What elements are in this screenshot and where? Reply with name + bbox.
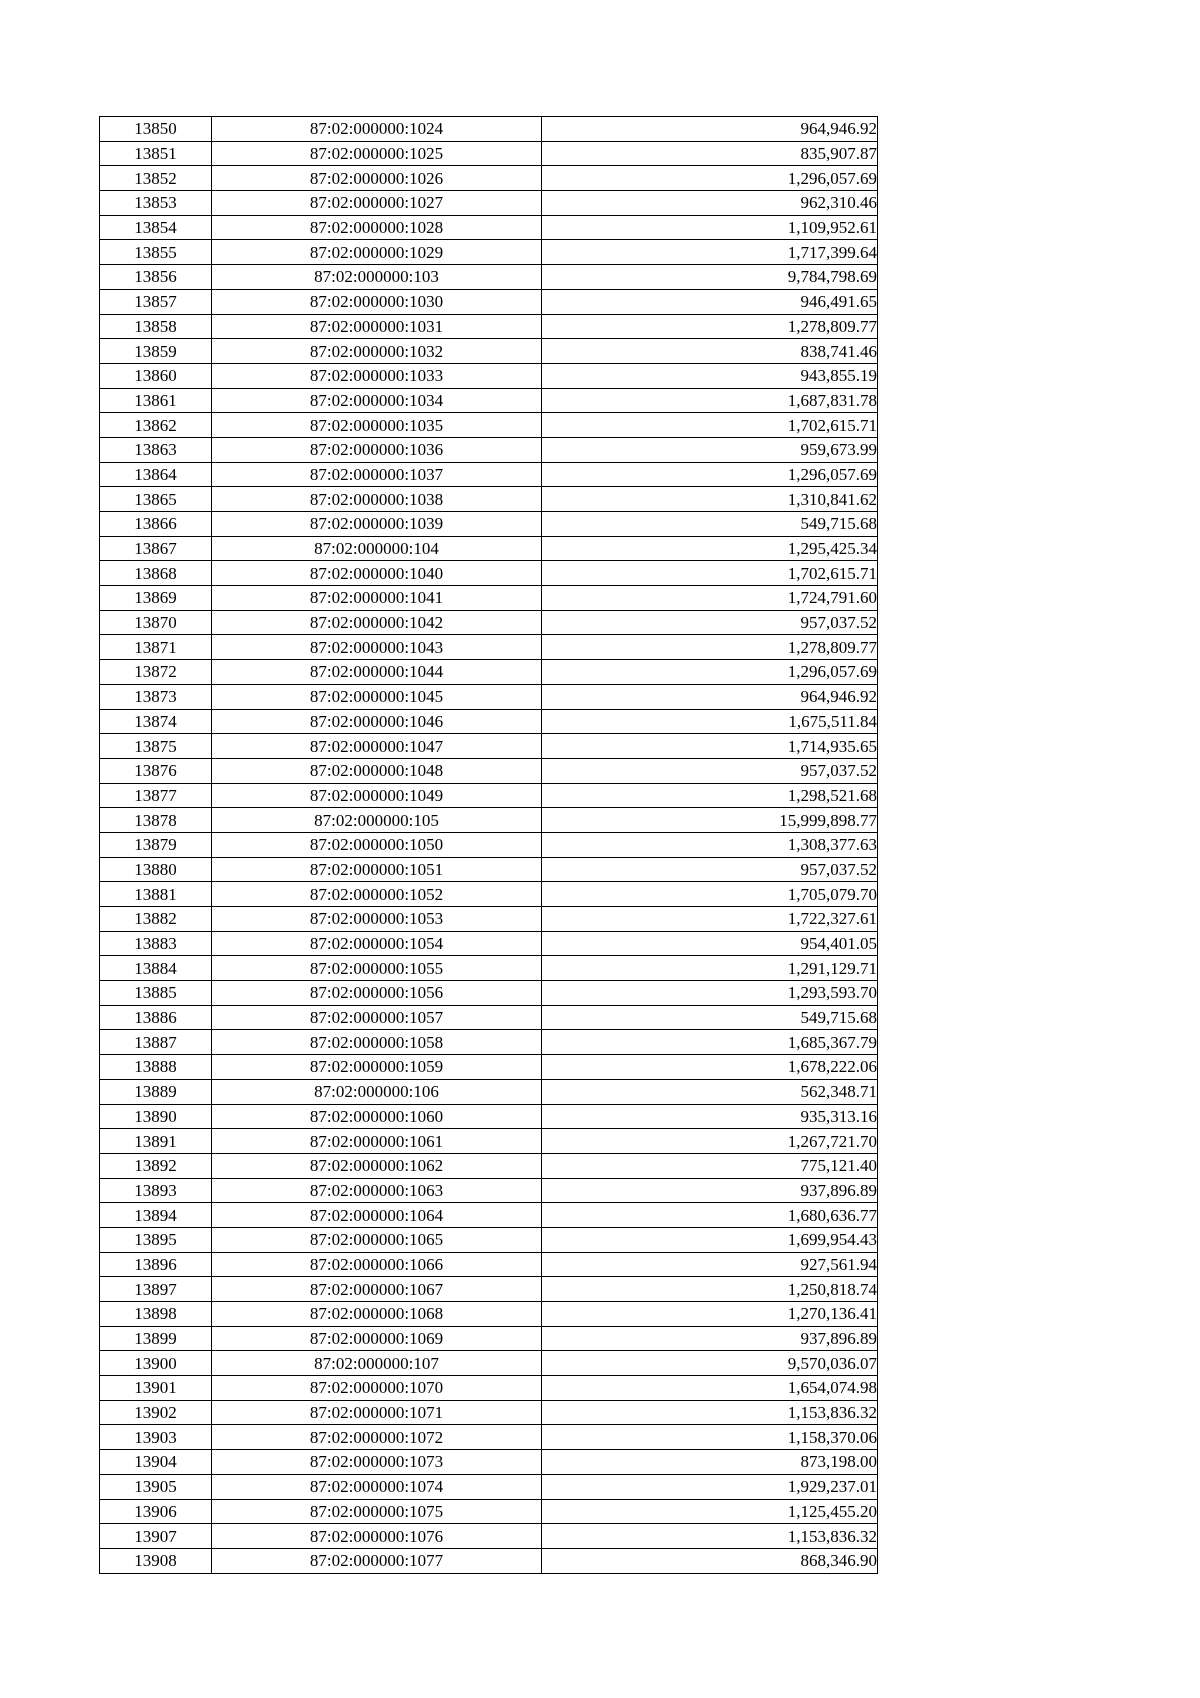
cadastral-number-cell: 87:02:000000:1044 [212, 660, 542, 685]
cadastral-number-cell: 87:02:000000:1053 [212, 907, 542, 932]
cadastral-number-cell: 87:02:000000:1045 [212, 684, 542, 709]
cadastral-number-cell: 87:02:000000:1027 [212, 191, 542, 216]
table-row [100, 907, 878, 932]
cadastral-number-cell: 87:02:000000:1065 [212, 1227, 542, 1252]
row-number-cell: 13889 [100, 1079, 212, 1104]
value-cell: 964,946.92 [542, 684, 878, 709]
value-cell: 1,295,425.34 [542, 536, 878, 561]
cadastral-number-cell: 87:02:000000:1059 [212, 1055, 542, 1080]
value-cell: 1,298,521.68 [542, 783, 878, 808]
value-cell: 1,680,636.77 [542, 1203, 878, 1228]
value-cell: 935,313.16 [542, 1104, 878, 1129]
value-cell: 957,037.52 [542, 610, 878, 635]
row-number-cell: 13887 [100, 1030, 212, 1055]
table-row [100, 240, 878, 265]
table-row [100, 1302, 878, 1327]
table-row [100, 956, 878, 981]
cadastral-number-cell: 87:02:000000:1039 [212, 512, 542, 537]
value-cell: 1,310,841.62 [542, 487, 878, 512]
cadastral-number-cell: 87:02:000000:1073 [212, 1450, 542, 1475]
table-row [100, 1153, 878, 1178]
value-cell: 962,310.46 [542, 191, 878, 216]
table-row [100, 1474, 878, 1499]
value-cell: 1,153,836.32 [542, 1524, 878, 1549]
row-number-cell: 13855 [100, 240, 212, 265]
row-number-cell: 13905 [100, 1474, 212, 1499]
row-number-cell: 13904 [100, 1450, 212, 1475]
value-cell: 835,907.87 [542, 141, 878, 166]
row-number-cell: 13908 [100, 1548, 212, 1573]
table-row [100, 1005, 878, 1030]
table-row [100, 882, 878, 907]
value-cell: 1,722,327.61 [542, 907, 878, 932]
table-row [100, 215, 878, 240]
table-row [100, 684, 878, 709]
row-number-cell: 13865 [100, 487, 212, 512]
value-cell: 1,699,954.43 [542, 1227, 878, 1252]
cadastral-number-cell: 87:02:000000:1036 [212, 437, 542, 462]
row-number-cell: 13861 [100, 388, 212, 413]
table-row [100, 561, 878, 586]
value-cell: 946,491.65 [542, 289, 878, 314]
cadastral-number-cell: 87:02:000000:1068 [212, 1302, 542, 1327]
row-number-cell: 13881 [100, 882, 212, 907]
table-row [100, 1030, 878, 1055]
cadastral-number-cell: 87:02:000000:1076 [212, 1524, 542, 1549]
value-cell: 1,296,057.69 [542, 660, 878, 685]
value-cell: 1,153,836.32 [542, 1400, 878, 1425]
value-cell: 1,296,057.69 [542, 462, 878, 487]
cadastral-number-cell: 87:02:000000:103 [212, 265, 542, 290]
value-cell: 1,291,129.71 [542, 956, 878, 981]
cadastral-number-cell: 87:02:000000:1061 [212, 1129, 542, 1154]
table-row [100, 265, 878, 290]
row-number-cell: 13859 [100, 339, 212, 364]
row-number-cell: 13899 [100, 1326, 212, 1351]
row-number-cell: 13877 [100, 783, 212, 808]
row-number-cell: 13868 [100, 561, 212, 586]
table-row [100, 1326, 878, 1351]
row-number-cell: 13854 [100, 215, 212, 240]
cadastral-number-cell: 87:02:000000:1058 [212, 1030, 542, 1055]
cadastral-number-cell: 87:02:000000:1031 [212, 314, 542, 339]
table-body [100, 117, 878, 1574]
value-cell: 959,673.99 [542, 437, 878, 462]
table-row [100, 857, 878, 882]
table-row [100, 536, 878, 561]
table-row [100, 141, 878, 166]
value-cell: 957,037.52 [542, 857, 878, 882]
table-row [100, 1524, 878, 1549]
cadastral-number-cell: 87:02:000000:1033 [212, 363, 542, 388]
cadastral-number-cell: 87:02:000000:1070 [212, 1376, 542, 1401]
cadastral-number-cell: 87:02:000000:105 [212, 808, 542, 833]
table-row [100, 832, 878, 857]
value-cell: 1,685,367.79 [542, 1030, 878, 1055]
table-row [100, 1450, 878, 1475]
cadastral-number-cell: 87:02:000000:1040 [212, 561, 542, 586]
row-number-cell: 13888 [100, 1055, 212, 1080]
table-row [100, 413, 878, 438]
value-cell: 1,278,809.77 [542, 635, 878, 660]
row-number-cell: 13898 [100, 1302, 212, 1327]
value-cell: 1,158,370.06 [542, 1425, 878, 1450]
cadastral-number-cell: 87:02:000000:1026 [212, 166, 542, 191]
cadastral-number-cell: 87:02:000000:1067 [212, 1277, 542, 1302]
value-cell: 1,267,721.70 [542, 1129, 878, 1154]
row-number-cell: 13903 [100, 1425, 212, 1450]
cadastral-number-cell: 87:02:000000:1060 [212, 1104, 542, 1129]
value-cell: 1,278,809.77 [542, 314, 878, 339]
table-row [100, 1548, 878, 1573]
row-number-cell: 13876 [100, 758, 212, 783]
table-row [100, 1129, 878, 1154]
cadastral-number-cell: 87:02:000000:1035 [212, 413, 542, 438]
value-cell: 549,715.68 [542, 512, 878, 537]
cadastral-number-cell: 87:02:000000:1057 [212, 1005, 542, 1030]
cadastral-number-cell: 87:02:000000:1024 [212, 117, 542, 142]
row-number-cell: 13858 [100, 314, 212, 339]
table-row [100, 981, 878, 1006]
table-row [100, 1252, 878, 1277]
row-number-cell: 13885 [100, 981, 212, 1006]
row-number-cell: 13900 [100, 1351, 212, 1376]
cadastral-number-cell: 87:02:000000:1029 [212, 240, 542, 265]
value-cell: 873,198.00 [542, 1450, 878, 1475]
row-number-cell: 13878 [100, 808, 212, 833]
cadastral-number-cell: 87:02:000000:1069 [212, 1326, 542, 1351]
row-number-cell: 13902 [100, 1400, 212, 1425]
cadastral-number-cell: 87:02:000000:1050 [212, 832, 542, 857]
row-number-cell: 13863 [100, 437, 212, 462]
row-number-cell: 13857 [100, 289, 212, 314]
value-cell: 1,724,791.60 [542, 586, 878, 611]
table-row [100, 1079, 878, 1104]
table-row [100, 808, 878, 833]
value-cell: 15,999,898.77 [542, 808, 878, 833]
row-number-cell: 13879 [100, 832, 212, 857]
row-number-cell: 13872 [100, 660, 212, 685]
row-number-cell: 13850 [100, 117, 212, 142]
row-number-cell: 13892 [100, 1153, 212, 1178]
row-number-cell: 13853 [100, 191, 212, 216]
table-row [100, 635, 878, 660]
cadastral-number-cell: 87:02:000000:1030 [212, 289, 542, 314]
value-cell: 937,896.89 [542, 1178, 878, 1203]
row-number-cell: 13866 [100, 512, 212, 537]
value-cell: 9,570,036.07 [542, 1351, 878, 1376]
cadastral-number-cell: 87:02:000000:1075 [212, 1499, 542, 1524]
value-cell: 1,250,818.74 [542, 1277, 878, 1302]
table-row [100, 1400, 878, 1425]
row-number-cell: 13871 [100, 635, 212, 660]
cadastral-number-cell: 87:02:000000:1032 [212, 339, 542, 364]
row-number-cell: 13893 [100, 1178, 212, 1203]
row-number-cell: 13856 [100, 265, 212, 290]
cadastral-number-cell: 87:02:000000:1048 [212, 758, 542, 783]
row-number-cell: 13894 [100, 1203, 212, 1228]
row-number-cell: 13874 [100, 709, 212, 734]
table-row [100, 487, 878, 512]
table-row [100, 1055, 878, 1080]
row-number-cell: 13880 [100, 857, 212, 882]
cadastral-number-cell: 87:02:000000:1062 [212, 1153, 542, 1178]
cadastral-number-cell: 87:02:000000:1025 [212, 141, 542, 166]
cadastral-number-cell: 87:02:000000:1056 [212, 981, 542, 1006]
cadastral-number-cell: 87:02:000000:1077 [212, 1548, 542, 1573]
table-row [100, 289, 878, 314]
value-cell: 549,715.68 [542, 1005, 878, 1030]
table-row [100, 709, 878, 734]
value-cell: 868,346.90 [542, 1548, 878, 1573]
row-number-cell: 13852 [100, 166, 212, 191]
row-number-cell: 13901 [100, 1376, 212, 1401]
cadastral-number-cell: 87:02:000000:1046 [212, 709, 542, 734]
value-cell: 1,714,935.65 [542, 734, 878, 759]
value-cell: 927,561.94 [542, 1252, 878, 1277]
row-number-cell: 13864 [100, 462, 212, 487]
value-cell: 1,702,615.71 [542, 561, 878, 586]
table-row [100, 660, 878, 685]
cadastral-number-cell: 87:02:000000:1052 [212, 882, 542, 907]
row-number-cell: 13862 [100, 413, 212, 438]
value-cell: 957,037.52 [542, 758, 878, 783]
cadastral-number-cell: 87:02:000000:1055 [212, 956, 542, 981]
value-cell: 937,896.89 [542, 1326, 878, 1351]
cadastral-number-cell: 87:02:000000:1066 [212, 1252, 542, 1277]
cadastral-number-cell: 87:02:000000:1063 [212, 1178, 542, 1203]
row-number-cell: 13906 [100, 1499, 212, 1524]
value-cell: 1,675,511.84 [542, 709, 878, 734]
cadastral-value-table [99, 116, 878, 1574]
row-number-cell: 13890 [100, 1104, 212, 1129]
value-cell: 943,855.19 [542, 363, 878, 388]
cadastral-number-cell: 87:02:000000:1051 [212, 857, 542, 882]
value-cell: 1,308,377.63 [542, 832, 878, 857]
table-row [100, 314, 878, 339]
cadastral-number-cell: 87:02:000000:1034 [212, 388, 542, 413]
value-cell: 838,741.46 [542, 339, 878, 364]
table-row [100, 1277, 878, 1302]
row-number-cell: 13869 [100, 586, 212, 611]
value-cell: 1,296,057.69 [542, 166, 878, 191]
table-row [100, 1104, 878, 1129]
row-number-cell: 13896 [100, 1252, 212, 1277]
value-cell: 1,929,237.01 [542, 1474, 878, 1499]
table-row [100, 462, 878, 487]
cadastral-number-cell: 87:02:000000:1071 [212, 1400, 542, 1425]
cadastral-number-cell: 87:02:000000:1042 [212, 610, 542, 635]
table-row [100, 1178, 878, 1203]
row-number-cell: 13886 [100, 1005, 212, 1030]
value-cell: 1,702,615.71 [542, 413, 878, 438]
table-row [100, 610, 878, 635]
cadastral-number-cell: 87:02:000000:1074 [212, 1474, 542, 1499]
value-cell: 562,348.71 [542, 1079, 878, 1104]
row-number-cell: 13875 [100, 734, 212, 759]
cadastral-number-cell: 87:02:000000:1028 [212, 215, 542, 240]
row-number-cell: 13860 [100, 363, 212, 388]
table-row [100, 758, 878, 783]
cadastral-number-cell: 87:02:000000:106 [212, 1079, 542, 1104]
table-row [100, 191, 878, 216]
table-row [100, 1203, 878, 1228]
table-row [100, 363, 878, 388]
table-row [100, 1227, 878, 1252]
value-cell: 775,121.40 [542, 1153, 878, 1178]
value-cell: 1,687,831.78 [542, 388, 878, 413]
table-row [100, 931, 878, 956]
row-number-cell: 13895 [100, 1227, 212, 1252]
cadastral-number-cell: 87:02:000000:104 [212, 536, 542, 561]
table-row [100, 512, 878, 537]
table-row [100, 1376, 878, 1401]
cadastral-number-cell: 87:02:000000:1049 [212, 783, 542, 808]
cadastral-number-cell: 87:02:000000:1037 [212, 462, 542, 487]
table-row [100, 1425, 878, 1450]
row-number-cell: 13907 [100, 1524, 212, 1549]
row-number-cell: 13891 [100, 1129, 212, 1154]
value-cell: 954,401.05 [542, 931, 878, 956]
row-number-cell: 13882 [100, 907, 212, 932]
cadastral-number-cell: 87:02:000000:1072 [212, 1425, 542, 1450]
cadastral-number-cell: 87:02:000000:1047 [212, 734, 542, 759]
value-cell: 1,678,222.06 [542, 1055, 878, 1080]
value-cell: 1,654,074.98 [542, 1376, 878, 1401]
table-row [100, 117, 878, 142]
table-row [100, 1499, 878, 1524]
table-row [100, 437, 878, 462]
table-row [100, 586, 878, 611]
table-row [100, 1351, 878, 1376]
row-number-cell: 13884 [100, 956, 212, 981]
table-row [100, 388, 878, 413]
row-number-cell: 13851 [100, 141, 212, 166]
value-cell: 1,125,455.20 [542, 1499, 878, 1524]
row-number-cell: 13867 [100, 536, 212, 561]
cadastral-number-cell: 87:02:000000:1038 [212, 487, 542, 512]
cadastral-number-cell: 87:02:000000:1054 [212, 931, 542, 956]
value-cell: 1,109,952.61 [542, 215, 878, 240]
cadastral-number-cell: 87:02:000000:1064 [212, 1203, 542, 1228]
table-row [100, 339, 878, 364]
table-row [100, 166, 878, 191]
value-cell: 1,717,399.64 [542, 240, 878, 265]
row-number-cell: 13870 [100, 610, 212, 635]
row-number-cell: 13897 [100, 1277, 212, 1302]
table-row [100, 783, 878, 808]
value-cell: 1,270,136.41 [542, 1302, 878, 1327]
row-number-cell: 13883 [100, 931, 212, 956]
row-number-cell: 13873 [100, 684, 212, 709]
value-cell: 1,293,593.70 [542, 981, 878, 1006]
value-cell: 964,946.92 [542, 117, 878, 142]
table-row [100, 734, 878, 759]
cadastral-number-cell: 87:02:000000:107 [212, 1351, 542, 1376]
value-cell: 1,705,079.70 [542, 882, 878, 907]
cadastral-number-cell: 87:02:000000:1043 [212, 635, 542, 660]
cadastral-number-cell: 87:02:000000:1041 [212, 586, 542, 611]
value-cell: 9,784,798.69 [542, 265, 878, 290]
